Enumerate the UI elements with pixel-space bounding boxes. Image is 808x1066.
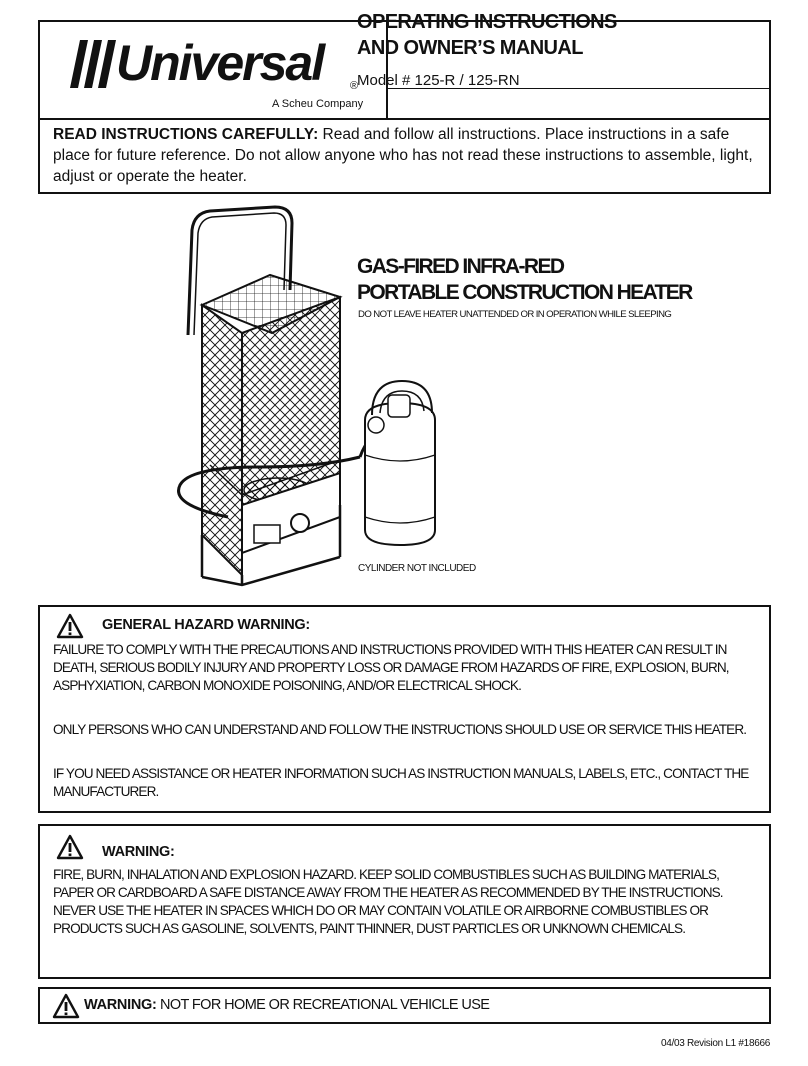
fire-hazard-paragraph: FIRE, BURN, INHALATION AND EXPLOSION HAZARD. KEEP SOLID COMBUSTIBLES SUCH AS BUILDING MATERIALS, PAPER OR CARDBOARD A SAFE DISTANCE AWAY FROM THE HEATER AS RECOMMENDED BY THE INSTRUCTIONS. NEVER USE THE HEATER IN SPACES WHICH DO OR MAY CONTAIN VOLATILE OR AIRBORNE COMBUSTIBLES OR PRODUCTS SUCH AS GASOLINE, SOLVENTS, PAINT THINNER, DUST PARTICLES OR UNKNOWN CHEMICALS. (53, 867, 723, 936)
general-hazard-warning-box (38, 605, 771, 813)
product-title (357, 254, 692, 306)
warning-triangle-icon (56, 613, 84, 639)
general-hazard-paragraph-1: FAILURE TO COMPLY WITH THE PRECAUTIONS AND INSTRUCTIONS PROVIDED WITH THIS HEATER CAN RESULT IN DEATH, SERIOUS BODILY INJURY AND PROPERTY LOSS OR DAMAGE FROM HAZARDS OF FIRE, EXPLOSION, BURN, ASPHYXIATION, CARBON MONOXIDE POISONING, AND/OR ELECTRICAL SHOCK. (53, 642, 729, 693)
vehicle-warning-body: NOT FOR HOME OR RECREATIONAL VEHICLE USE (156, 997, 490, 1013)
fire-hazard-warning-box (38, 824, 771, 979)
vehicle-warning-lead: WARNING: (84, 997, 157, 1013)
general-hazard-heading: GENERAL HAZARD WARNING: (102, 617, 310, 633)
brand-subtitle: A Scheu Company (272, 98, 364, 110)
brand-logo (70, 34, 370, 114)
product-title-line-2: PORTABLE CONSTRUCTION HEATER (357, 281, 692, 304)
warning-triangle-icon (52, 993, 80, 1019)
brand-name: Universal (116, 35, 324, 91)
unattended-warning: DO NOT LEAVE HEATER UNATTENDED OR IN OPERATION WHILE SLEEPING (358, 309, 672, 320)
document-title (357, 9, 617, 61)
brand-registered-mark: ® (350, 80, 359, 92)
vehicle-warning-box (38, 987, 771, 1024)
cylinder-note: CYLINDER NOT INCLUDED (358, 563, 476, 574)
model-number: Model # 125-R / 125-RN (357, 72, 520, 89)
vehicle-warning-text (84, 997, 489, 1013)
title-line-2: AND OWNER’S MANUAL (357, 37, 583, 59)
read-instructions-text (53, 124, 759, 187)
fire-hazard-heading: WARNING: (102, 844, 175, 860)
title-line-1: OPERATING INSTRUCTIONS (357, 11, 617, 33)
warning-triangle-icon (56, 834, 84, 860)
logo-stripes-icon (70, 40, 118, 88)
general-hazard-paragraph-2: ONLY PERSONS WHO CAN UNDERSTAND AND FOLLOW THE INSTRUCTIONS SHOULD USE OR SERVICE THIS HEATER. (53, 722, 747, 737)
product-title-line-1: GAS-FIRED INFRA-RED (357, 255, 564, 278)
read-instructions-lead: READ INSTRUCTIONS CAREFULLY: (53, 126, 319, 143)
read-instructions-body: Read and follow all instructions. Place instructions in a safe place for future reference. Do not allow anyone who has not read these instructions to assemble, light, adjust or operate the heater. (53, 126, 753, 185)
read-instructions-box (38, 120, 771, 194)
general-hazard-paragraph-3: IF YOU NEED ASSISTANCE OR HEATER INFORMATION SUCH AS INSTRUCTION MANUALS, LABELS, ETC., CONTACT THE MANUFACTURER. (53, 766, 749, 799)
revision-footer: 04/03 Revision L1 #18666 (660, 1038, 770, 1049)
